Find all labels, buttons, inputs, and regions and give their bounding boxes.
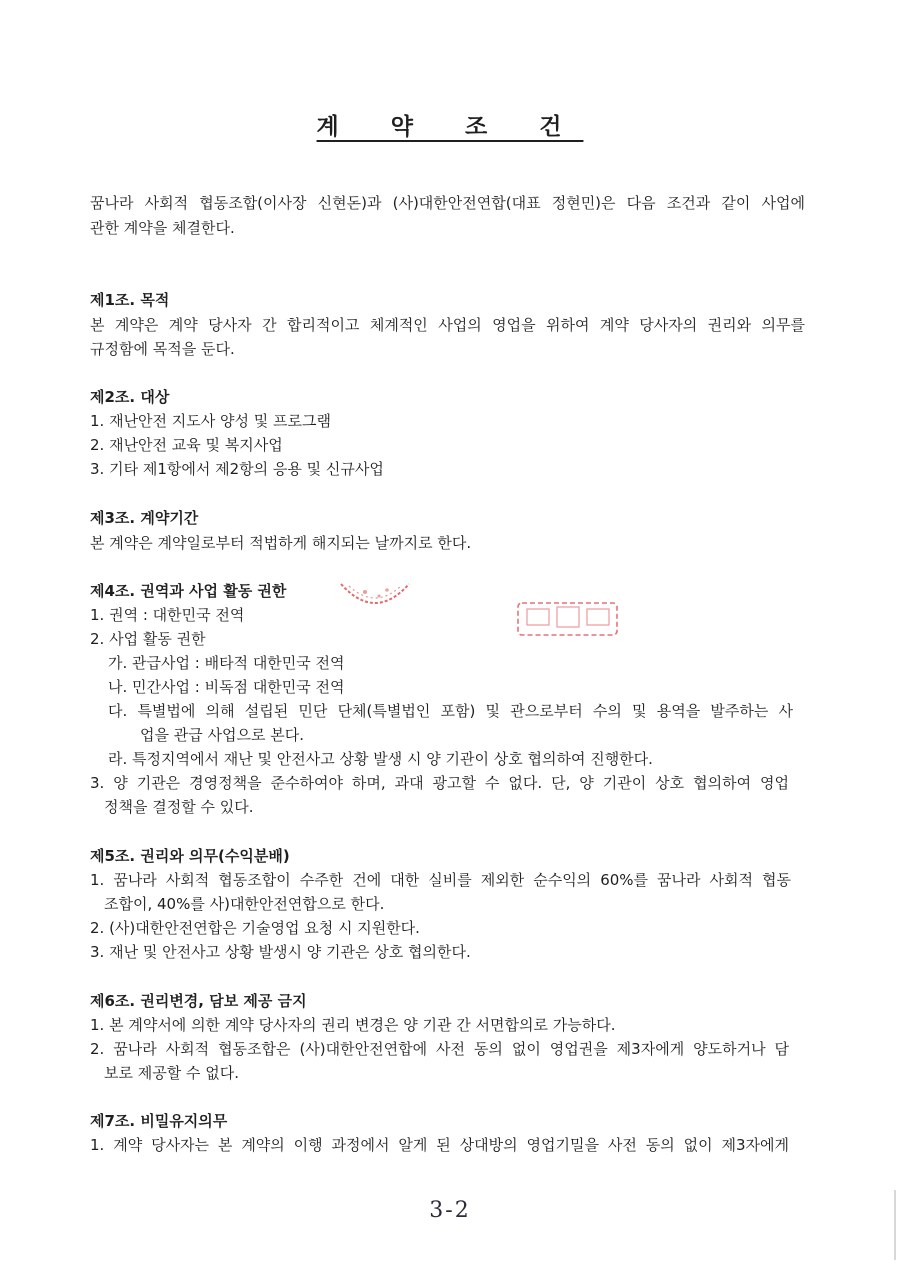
article-4-sub-3-line-2: 업을 관급 사업으로 본다. (140, 726, 304, 744)
article-3-heading: 제3조. 계약기간 (90, 509, 199, 527)
article-2-item-1: 1. 재난안전 지도사 양성 및 프로그램 (90, 412, 332, 430)
article-4-sub-4: 라. 특정지역에서 재난 및 안전사고 상황 발생 시 양 기관이 상호 협의하여 진행한다. (108, 750, 653, 768)
article-2-heading: 제2조. 대상 (90, 388, 170, 406)
article-7-item-1: 1. 계약 당사자는 본 계약의 이행 과정에서 알게 된 상대방의 영업기밀을 사전 동의 없이 제3자에게 (90, 1136, 789, 1154)
scan-edge-mark (894, 1190, 896, 1260)
article-5-item-1-line-1: 1. 꿈나라 사회적 협동조합이 수주한 건에 대한 실비를 제외한 순수익의 60%를 꿈나라 사회적 협동 (90, 871, 791, 889)
article-5-item-3: 3. 재난 및 안전사고 상황 발생시 양 기관은 상호 협의한다. (90, 943, 471, 961)
intro-line-2: 관한 계약을 체결한다. (90, 219, 235, 237)
intro-line-1: 꿈나라 사회적 협동조합(이사장 신현돈)과 (사)대한안전연합(대표 정현민)은 다음 조건과 같이 사업에 (90, 194, 805, 212)
article-2-item-3: 3. 기타 제1항에서 제2항의 응용 및 신규사업 (90, 460, 384, 478)
article-6-item-2-line-1: 2. 꿈나라 사회적 협동조합은 (사)대한안전연합에 사전 동의 없이 영업권을 제3자에게 양도하거나 담 (90, 1040, 789, 1058)
article-4-item-3-line-2: 정책을 결정할 수 있다. (104, 798, 254, 816)
article-5-heading: 제5조. 권리와 의무(수익분배) (90, 847, 290, 865)
article-4-heading: 제4조. 권역과 사업 활동 권한 (90, 582, 287, 600)
article-2-item-2: 2. 재난안전 교육 및 복지사업 (90, 436, 283, 454)
article-1-line-2: 규정함에 목적을 둔다. (90, 340, 235, 358)
article-1-line-1: 본 계약은 계약 당사자 간 합리적이고 체계적인 사업의 영업을 위하여 계약 당사자의 권리와 의무를 (90, 316, 805, 334)
article-5-item-2: 2. (사)대한안전연합은 기술영업 요청 시 지원한다. (90, 919, 420, 937)
article-1-heading: 제1조. 목적 (90, 291, 170, 309)
article-4-item-2: 2. 사업 활동 권한 (90, 630, 206, 648)
article-4-sub-3-line-1: 다. 특별법에 의해 설립된 민단 단체(특별법인 포함) 및 관으로부터 수의 및 용역을 발주하는 사 (108, 702, 793, 720)
seal-stamp-round (335, 572, 415, 612)
article-6-item-1: 1. 본 계약서에 의한 계약 당사자의 권리 변경은 양 기관 간 서면합의로 가능하다. (90, 1016, 616, 1034)
article-5-item-1-line-2: 조합이, 40%를 사)대한안전연합으로 한다. (104, 895, 385, 913)
article-7-heading: 제7조. 비밀유지의무 (90, 1112, 228, 1130)
article-6-heading: 제6조. 권리변경, 담보 제공 금지 (90, 992, 307, 1010)
seal-stamp-square (515, 598, 620, 640)
article-4-sub-2: 나. 민간사업 : 비독점 대한민국 전역 (108, 678, 345, 696)
article-4-item-3-line-1: 3. 양 기관은 경영정책을 준수하여야 하며, 과대 광고할 수 없다. 단, 양 기관이 상호 협의하여 영업 (90, 774, 789, 792)
article-4-sub-1: 가. 관급사업 : 배타적 대한민국 전역 (108, 654, 345, 672)
article-4-item-1: 1. 권역 : 대한민국 전역 (90, 606, 245, 624)
page-number: 3-2 (429, 1198, 471, 1223)
article-3-line-1: 본 계약은 계약일로부터 적법하게 해지되는 날까지로 한다. (90, 534, 472, 552)
document-title: 계 약 조 건 (316, 114, 584, 140)
article-6-item-2-line-2: 보로 제공할 수 없다. (104, 1064, 239, 1082)
